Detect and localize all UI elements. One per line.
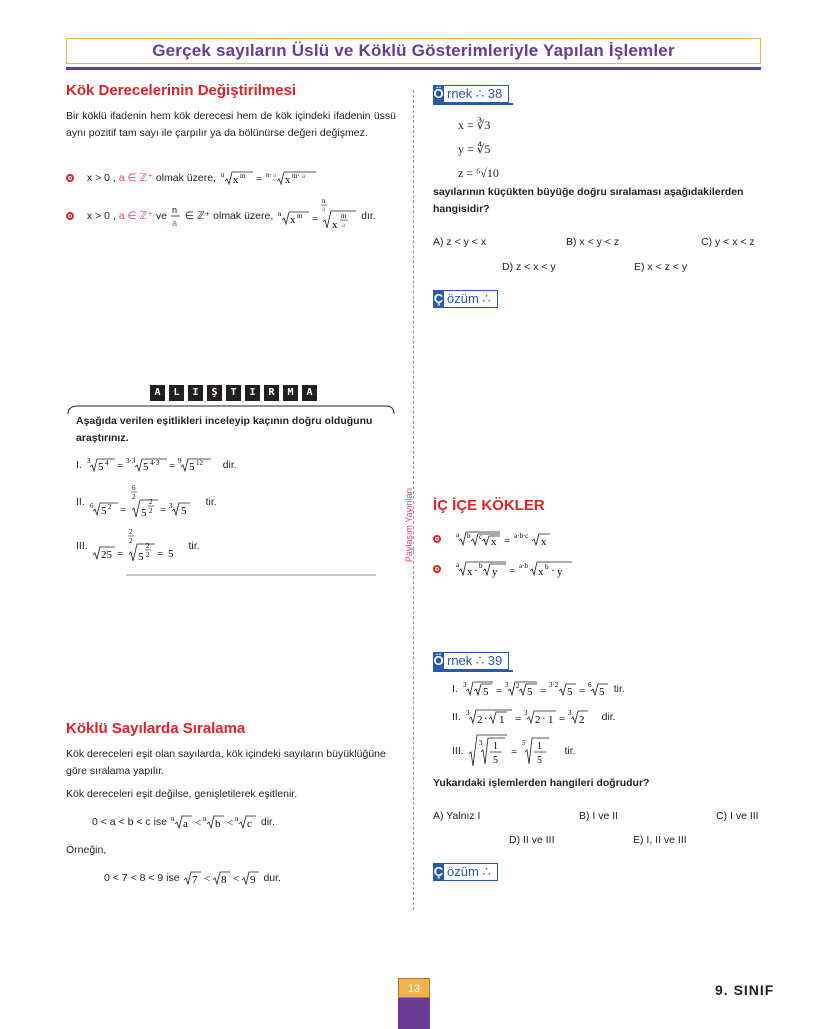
- svg-text:6: 6: [587, 681, 592, 689]
- svg-text:·: ·: [541, 713, 546, 725]
- cozum-rest: özüm ∴: [444, 290, 498, 308]
- ornek-39-option-d[interactable]: D) II ve III: [509, 834, 555, 846]
- svg-text:2: 2: [128, 537, 133, 545]
- svg-text:2: 2: [578, 714, 585, 726]
- ornek-38-line-z: z = ⁶√10: [458, 166, 499, 180]
- svg-text:a: a: [182, 818, 188, 830]
- svg-text:9: 9: [249, 874, 256, 886]
- alistirma-letter: T: [226, 385, 241, 401]
- svg-text:5: 5: [137, 551, 144, 563]
- svg-text:2: 2: [148, 498, 153, 506]
- rule1-formula-svg: [219, 170, 319, 186]
- svg-text:6: 6: [131, 484, 136, 492]
- ornek-38-line-x: x = ∛3: [458, 118, 491, 132]
- ornek-39-item-num: II.: [452, 710, 461, 723]
- svg-text:b: b: [478, 562, 483, 570]
- svg-text:=: =: [156, 548, 163, 560]
- svg-text:=: =: [312, 213, 319, 225]
- order-rule: [92, 814, 275, 830]
- svg-text:8: 8: [220, 874, 227, 886]
- svg-text:x: x: [466, 566, 473, 578]
- alistirma-letter: R: [264, 385, 279, 401]
- bullet-icon: [66, 212, 74, 220]
- ornek-39-item-suffix: tir.: [613, 682, 625, 695]
- page-header-title: Gerçek sayıların Üslü ve Köklü Gösterimleriyle Yapılan İşlemler: [66, 38, 761, 64]
- alistirma-banner: [150, 385, 321, 401]
- svg-text:·: ·: [473, 565, 478, 577]
- order-rule-math: [170, 814, 258, 830]
- svg-text:m: m: [341, 212, 347, 220]
- cozum-first: Ç: [433, 864, 444, 879]
- alistirma-letter: A: [302, 385, 317, 401]
- svg-text:a: a: [322, 205, 326, 213]
- svg-text:3: 3: [504, 681, 509, 689]
- svg-text:5: 5: [142, 461, 149, 473]
- rule2-formula-svg: [276, 198, 358, 234]
- svg-text:<: <: [194, 817, 202, 829]
- svg-text:=: =: [255, 173, 263, 186]
- header-rule: [66, 67, 761, 70]
- rule1-prefix: x > 0 ,: [86, 172, 116, 184]
- ic-ice-rule-2-math: [454, 560, 584, 578]
- ornek-39-item-3-math: [467, 732, 562, 770]
- svg-text:5: 5: [482, 686, 489, 698]
- rule2-text: olmak üzere,: [213, 209, 274, 222]
- svg-text:=: =: [503, 535, 511, 547]
- svg-text:·: ·: [483, 713, 488, 725]
- ornek-39-item-3: [452, 732, 576, 770]
- alis-item-num: I.: [76, 458, 82, 471]
- svg-text:3: 3: [86, 457, 91, 465]
- svg-text:25: 25: [100, 549, 112, 561]
- svg-text:3: 3: [478, 739, 483, 747]
- svg-text:n: n: [234, 815, 239, 823]
- alis-item-1-math: [85, 456, 220, 474]
- example-label: Örneğin,: [66, 844, 107, 856]
- ornek-38-line-y: y = ∜5: [458, 142, 491, 156]
- svg-text:3: 3: [523, 709, 528, 717]
- svg-text:12: 12: [195, 459, 203, 467]
- svg-text:3: 3: [168, 502, 173, 510]
- svg-text:x: x: [284, 174, 291, 187]
- ornek-38-underline: [433, 103, 513, 105]
- section2-title: Köklü Sayılarda Sıralama: [66, 720, 246, 737]
- svg-text:x: x: [490, 536, 497, 548]
- example-suffix: dur.: [263, 871, 281, 884]
- alis-item-1: [76, 456, 237, 474]
- svg-text:2: 2: [515, 682, 520, 690]
- svg-text:3·3: 3·3: [125, 457, 136, 465]
- svg-text:7: 7: [191, 874, 198, 886]
- svg-text:m·: m·: [291, 172, 300, 181]
- alis-item-2: [76, 484, 217, 520]
- ornek-38-option-d[interactable]: D) z < x < y: [502, 261, 556, 273]
- alis-item-3-math: [91, 528, 186, 564]
- ic-ice-rule-1: [433, 530, 574, 548]
- ornek-38-first: Ö: [433, 86, 444, 101]
- alis-item-num: II.: [76, 495, 85, 508]
- svg-text:=: =: [116, 548, 123, 560]
- rule2-cond: a ∈ ℤ⁺: [118, 209, 153, 222]
- svg-text:a: a: [342, 221, 346, 229]
- ornek-38-rest: rnek ∴ 38: [444, 85, 509, 103]
- svg-text:=: =: [495, 685, 502, 697]
- rule2: [66, 198, 376, 234]
- page-number: 13: [398, 978, 430, 998]
- svg-text:2: 2: [148, 507, 153, 515]
- svg-text:=: =: [514, 713, 521, 725]
- svg-text:n·: n·: [265, 171, 272, 180]
- alistirma-text: Aşağıda verilen eşitlikleri inceleyip kaçının doğru olduğunu araştırınız.: [76, 415, 373, 444]
- ornek-38-question: sayılarının küçükten büyüğe doğru sıralaması aşağıdakilerden hangisidir?: [433, 186, 744, 215]
- svg-text:5: 5: [536, 755, 542, 766]
- ornek-39-item-suffix: dir.: [601, 710, 616, 723]
- svg-text:=: =: [539, 685, 546, 697]
- section1-title: Kök Derecelerinin Değiştirilmesi: [66, 82, 297, 99]
- ornek-38-option-b[interactable]: B) x < y < z: [566, 236, 620, 248]
- rule2-cond2: ∈ ℤ⁺: [184, 209, 211, 222]
- svg-text:<: <: [226, 817, 234, 829]
- svg-text:x: x: [332, 219, 338, 231]
- svg-text:n: n: [170, 815, 175, 823]
- svg-text:a·b·c: a·b·c: [513, 532, 529, 540]
- rule2-mid: ve: [155, 209, 167, 222]
- svg-text:a: a: [272, 171, 276, 180]
- rule1-cond: a ∈ ℤ⁺: [118, 172, 153, 184]
- svg-text:5: 5: [188, 461, 195, 473]
- svg-text:5: 5: [100, 505, 107, 517]
- cozum-39-tag: [433, 863, 498, 881]
- rule2-fraction-n-over-a: [170, 203, 182, 229]
- ic-ice-rule-2: [433, 560, 584, 578]
- svg-text:2: 2: [131, 493, 136, 501]
- svg-text:2: 2: [476, 714, 483, 726]
- ornek-39-item-num: I.: [452, 682, 458, 695]
- svg-text:5: 5: [521, 739, 526, 747]
- svg-text:5: 5: [167, 548, 174, 560]
- svg-text:1: 1: [547, 714, 554, 726]
- svg-text:2: 2: [534, 714, 541, 726]
- section2-p2: Kök dereceleri eşit değilse, genişletilerek eşitlenir.: [66, 788, 298, 800]
- svg-text:n: n: [220, 171, 225, 180]
- rule1-formula: [219, 170, 319, 187]
- svg-text:2: 2: [128, 528, 133, 536]
- alis-item-suffix: tir.: [188, 539, 200, 552]
- svg-text:=: =: [558, 713, 565, 725]
- alistirma-letter: I: [188, 385, 203, 401]
- ornek-38-tag: [433, 85, 509, 103]
- grade-label: 9. SINIF: [715, 982, 775, 998]
- svg-text:9: 9: [177, 457, 182, 465]
- svg-text:y: y: [556, 566, 563, 578]
- cozum-first: Ç: [433, 291, 444, 306]
- alistirma-letter: L: [169, 385, 184, 401]
- alis-item-3: [76, 528, 200, 564]
- svg-text:n: n: [171, 205, 177, 215]
- ornek-38-option-e[interactable]: E) x < z < y: [634, 261, 688, 273]
- ornek-39-option-a[interactable]: A) Yalnız I: [433, 810, 481, 822]
- svg-text:a: a: [301, 172, 305, 181]
- ornek-39-item-num: III.: [452, 744, 464, 757]
- alis-item-num: III.: [76, 539, 88, 552]
- alis-item-2-math: [88, 484, 203, 520]
- bullet-icon: [433, 535, 441, 543]
- svg-text:4·3: 4·3: [149, 459, 160, 467]
- svg-text:=: =: [116, 460, 123, 472]
- svg-text:c: c: [246, 818, 252, 830]
- svg-text:m: m: [239, 172, 246, 181]
- ornek-38-lines: [458, 113, 499, 185]
- svg-text:=: =: [510, 746, 517, 758]
- svg-text:5: 5: [526, 686, 533, 698]
- svg-text:m: m: [297, 212, 303, 220]
- svg-text:2: 2: [145, 542, 150, 550]
- rule2-suffix: dır.: [361, 209, 376, 222]
- page-number-bar: [398, 998, 430, 1029]
- svg-text:x: x: [537, 566, 544, 578]
- ornek-39-item-suffix: tir.: [564, 744, 576, 757]
- svg-text:1: 1: [536, 741, 542, 752]
- ornek-39-item-1: [452, 680, 625, 698]
- example-prefix: 0 < 7 < 8 < 9 ise: [104, 871, 180, 884]
- ornek-38-option-c[interactable]: C) y < x < z: [701, 236, 755, 248]
- cozum-38-tag: [433, 290, 498, 308]
- svg-text:1: 1: [492, 741, 498, 752]
- svg-text:5: 5: [97, 461, 104, 473]
- svg-text:5: 5: [492, 755, 498, 766]
- svg-text:n: n: [202, 815, 207, 823]
- svg-text:x: x: [232, 174, 239, 187]
- svg-text:5: 5: [598, 686, 605, 698]
- side-label-text: Paylaşım Yayınları: [404, 487, 414, 563]
- ornek-38-option-a[interactable]: A) z < y < x: [433, 236, 487, 248]
- ornek-39-option-e[interactable]: E) I, II ve III: [633, 834, 687, 846]
- ornek-39-first: Ö: [433, 653, 444, 668]
- rule1: [66, 170, 319, 186]
- alistirma-letter: Ş: [207, 385, 222, 401]
- svg-text:a: a: [455, 531, 460, 539]
- svg-text:=: =: [119, 504, 126, 516]
- ornek-39-item-2: [452, 708, 616, 726]
- example-line: [104, 870, 281, 886]
- ornek-39-item-2-math: [464, 708, 599, 726]
- ic-ice-rule-1-math: [454, 530, 574, 548]
- ornek-39-tag: [433, 652, 509, 670]
- ornek-39-rest: rnek ∴ 39: [444, 652, 509, 670]
- svg-text:4: 4: [104, 459, 109, 467]
- example-math: [183, 870, 261, 886]
- ornek-39-option-c[interactable]: C) I ve III: [716, 810, 759, 822]
- ornek-39-item-1-math: [461, 680, 611, 698]
- svg-text:3: 3: [462, 681, 467, 689]
- rule2-prefix: x > 0 ,: [86, 209, 116, 222]
- svg-text:b: b: [214, 818, 221, 830]
- bullet-icon: [433, 565, 441, 573]
- svg-text:=: =: [508, 565, 516, 577]
- cozum-rest: özüm ∴: [444, 863, 498, 881]
- side-label: [402, 470, 422, 580]
- svg-text:<: <: [232, 873, 239, 885]
- alis-item-suffix: dir.: [222, 458, 237, 471]
- alistirma-letter: A: [150, 385, 165, 401]
- ornek-39-question: Yukarıdaki işlemlerden hangileri doğrudur?: [433, 777, 650, 789]
- svg-text:=: =: [159, 504, 166, 516]
- svg-text:=: =: [168, 460, 175, 472]
- svg-text:b: b: [466, 532, 471, 540]
- alistirma-letter: I: [245, 385, 260, 401]
- ic-ice-title: İÇ İÇE KÖKLER: [433, 497, 545, 514]
- svg-text:5: 5: [140, 507, 147, 519]
- svg-text:n: n: [278, 210, 282, 218]
- svg-text:3·2: 3·2: [548, 681, 559, 689]
- svg-text:·: ·: [550, 565, 555, 577]
- svg-text:2: 2: [107, 503, 112, 511]
- section2-p1: Kök dereceleri eşit olan sayılarda, kök içindeki sayıların büyüklüğüne göre sıralama yapılır.: [66, 748, 386, 777]
- svg-text:5: 5: [180, 505, 187, 517]
- ornek-39-underline: [433, 670, 513, 672]
- svg-text:<: <: [203, 873, 210, 885]
- ornek-39-option-b[interactable]: B) I ve II: [579, 810, 619, 822]
- svg-text:5: 5: [566, 686, 573, 698]
- svg-text:a: a: [455, 561, 460, 569]
- alistirma-letter: M: [283, 385, 298, 401]
- svg-text:b: b: [544, 563, 549, 571]
- svg-text:x: x: [290, 214, 296, 226]
- svg-text:a: a: [171, 218, 177, 228]
- svg-text:3: 3: [567, 709, 572, 717]
- order-rule-suffix: dir.: [260, 815, 275, 828]
- svg-text:1: 1: [498, 714, 505, 726]
- order-rule-prefix: 0 < a < b < c ise: [92, 815, 168, 828]
- svg-text:2: 2: [145, 551, 150, 559]
- rule1-text: olmak üzere,: [155, 172, 216, 184]
- svg-text:a·b: a·b: [518, 562, 528, 570]
- svg-text:y: y: [491, 566, 498, 578]
- section1-text: Bir köklü ifadenin hem kök derecesi hem de kök içindeki ifadenin üssü aynı pozitif tam sayı ile çarpılır ya da bölünürse değeri değişmez.: [66, 110, 396, 139]
- svg-text:3: 3: [465, 709, 470, 717]
- svg-text:n: n: [322, 198, 326, 205]
- bullet-icon: [66, 174, 74, 182]
- svg-text:6: 6: [89, 502, 94, 510]
- svg-text:x: x: [540, 536, 547, 548]
- svg-text:c: c: [478, 533, 483, 541]
- svg-text:=: =: [578, 685, 585, 697]
- alis-item-suffix: tir.: [205, 495, 217, 508]
